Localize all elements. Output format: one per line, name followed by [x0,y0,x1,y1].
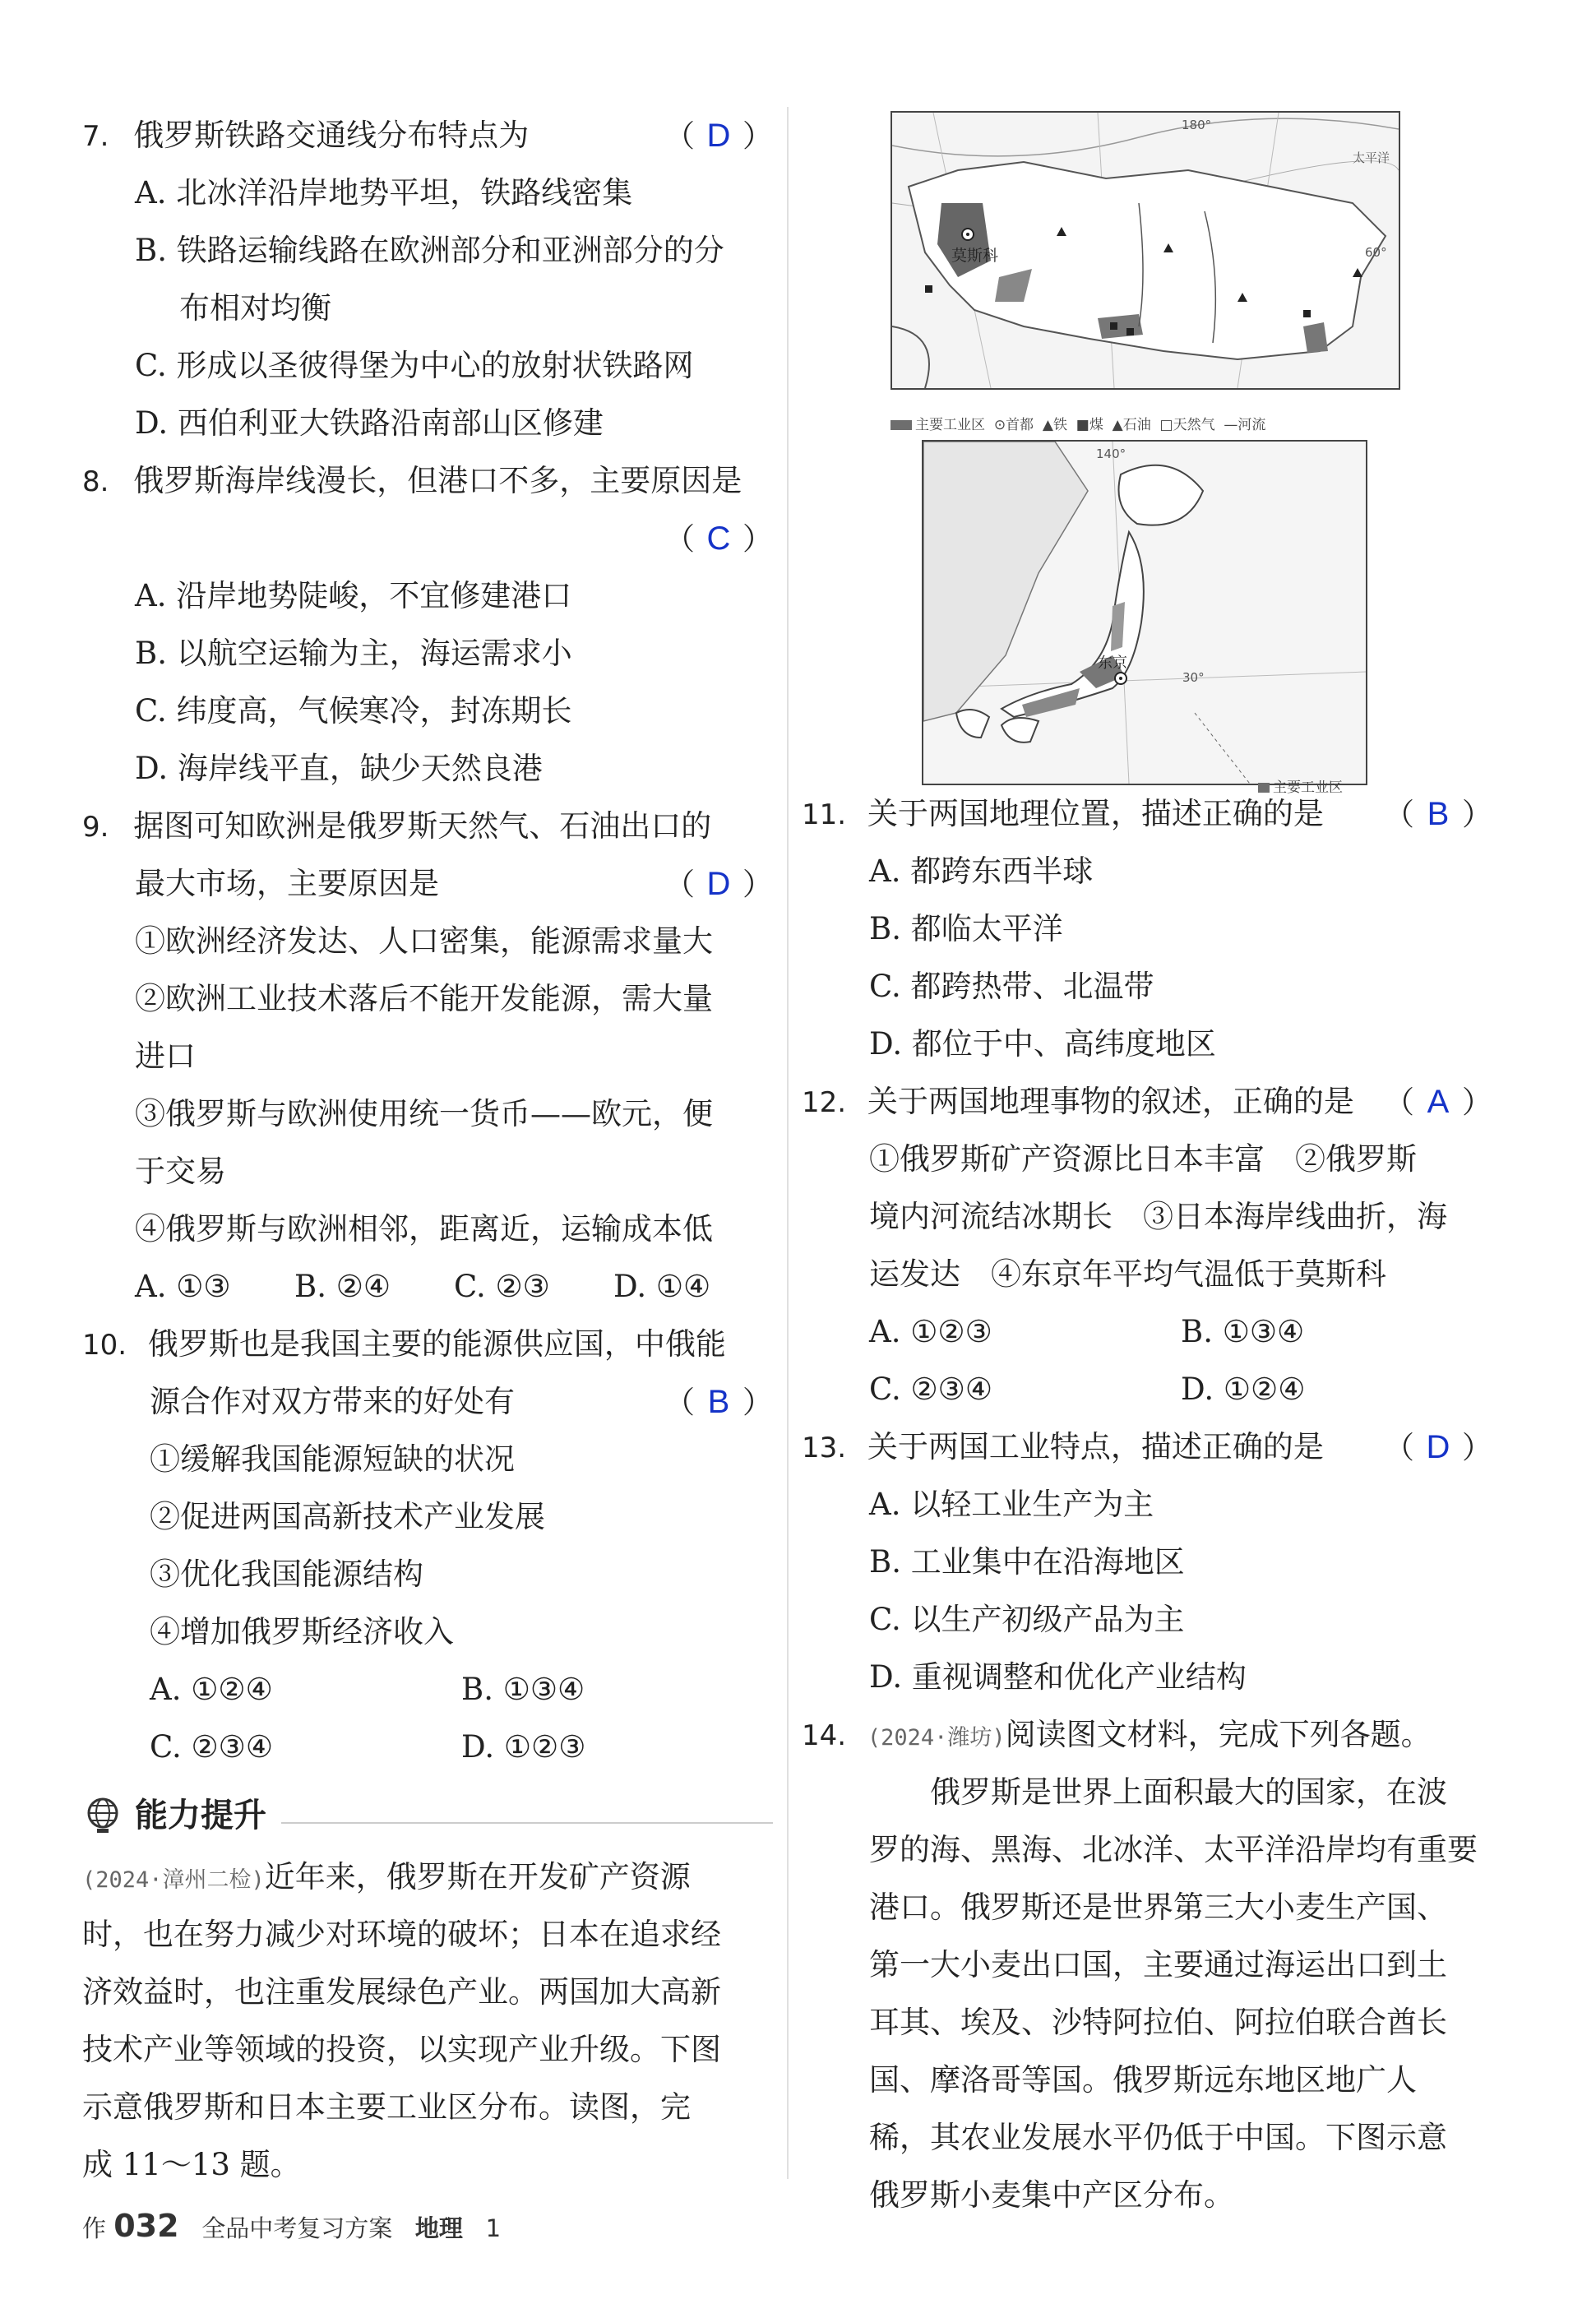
footer-prefix: 作 [82,2214,107,2242]
statement: ④增加俄罗斯经济收入 [150,1614,454,1649]
choice: D. ①④ [613,1269,711,1304]
question-10-stem-cont: 源合作对双方带来的好处有 （ B ） [82,1373,773,1431]
passage-line: 罗的海、黑海、北冰洋、太平洋沿岸均有重要 [869,1832,1478,1867]
subject: 地理 [414,2214,463,2242]
russia-map-graphic [892,113,1399,388]
statement: ①俄罗斯矿产资源比日本丰富 ②俄罗斯 [869,1141,1417,1177]
statement: ②欧洲工业技术落后不能开发能源，需大量 [135,981,713,1016]
answer-paren: （ A ） [1384,1073,1492,1131]
question-14-stem: 14. (2024·潍坊)阅读图文材料，完成下列各题。 [802,1717,1432,1752]
choice: C. ②③④ [869,1372,993,1407]
iron-icon: ▲ [1042,417,1053,433]
question-13-stem: 13. 关于两国工业特点，描述正确的是 （ D ） [802,1418,1492,1476]
choices-row [802,1361,1492,1418]
option: B. 铁路运输线路在欧洲部分和亚洲部分的分 [135,233,724,268]
passage-line: 俄罗斯是世界上面积最大的国家，在波 [869,1774,1447,1810]
globe-icon [82,1795,123,1836]
option: B. 以航空运输为主，海运需求小 [135,636,572,671]
statement-cont: 于交易 [135,1154,226,1189]
answer-10: B [707,1384,730,1420]
passage-line: 示意俄罗斯和日本主要工业区分布。读图，完 [82,2089,691,2125]
statement-cont: 进口 [135,1039,196,1074]
section-rule [281,1822,773,1824]
passage-line: 稀，其农业发展水平仍低于中国。下图示意 [869,2120,1447,2155]
japan-industry-map [922,440,1367,785]
choices-row [82,1258,773,1316]
japan-map-graphic [923,442,1366,784]
passage-line: 俄罗斯小麦集中产区分布。 [869,2177,1234,2213]
answer-row [82,510,773,567]
passage-line: 国、摩洛哥等国。俄罗斯远东地区地广人 [869,2062,1417,2098]
statement: 境内河流结冰期长 ③日本海岸线曲折，海 [869,1199,1447,1234]
choice: D. ①②③ [461,1729,586,1765]
answer-13: D [1426,1429,1450,1465]
section-title: 能力提升 [135,1797,266,1834]
question-7-stem: 7. 俄罗斯铁路交通线分布特点为 （ D ） [82,107,773,164]
source-tag: (2024·潍坊) [867,1725,1006,1751]
question-8-stem: 8. 俄罗斯海岸线漫长，但港口不多，主要原因是 [82,463,742,498]
option: A. 沿岸地势陡峻，不宜修建港口 [135,578,572,613]
choice: A. ①②④ [150,1672,273,1707]
footer-suffix: 1 [485,2214,502,2242]
right-column [802,785,1492,2224]
answer-7: D [706,118,731,154]
statement: ①欧洲经济发达、人口密集，能源需求量大 [135,923,713,959]
question-9-stem-cont: 最大市场，主要原因是 （ D ） [82,855,773,913]
choices-row [802,1303,1492,1361]
answer-9: D [706,866,731,902]
longitude-label: 140° [1096,446,1126,461]
statement: ③俄罗斯与欧洲使用统一货币——欧元，便 [135,1096,713,1131]
passage-line: 济效益时，也注重发展绿色产业。两国加大高新 [82,1974,721,2010]
answer-paren: （ B ） [1384,785,1492,844]
statement: ①缓解我国能源短缺的状况 [150,1441,515,1477]
option: D. 海岸线平直，缺少天然良港 [135,751,543,786]
ocean-label: 太平洋 [1353,150,1390,165]
option: B. 都临太平洋 [869,911,1063,946]
question-11-stem: 11. 关于两国地理位置，描述正确的是 （ B ） [802,785,1492,843]
gas-icon: □ [1159,417,1173,433]
choice: A. ①②③ [869,1314,992,1349]
question-9-stem: 9. 据图可知欧洲是俄罗斯天然气、石油出口的 [82,808,712,844]
question-10-stem: 10. 俄罗斯也是我国主要的能源供应国，中俄能 [82,1326,726,1362]
book-title: 全品中考复习方案 [201,2214,393,2242]
option: D. 重视调整和优化产业结构 [869,1659,1247,1695]
latitude-label: 60° [1365,245,1387,260]
answer-11: B [1427,796,1450,832]
passage-line: 技术产业等领域的投资，以实现产业升级。下图 [82,2032,721,2067]
choice: B. ①③④ [461,1672,585,1707]
left-column [82,107,773,2194]
japan-map-legend: 主要工业区 [1258,759,1343,816]
passage-line: 港口。俄罗斯还是世界第三大小麦生产国、 [869,1890,1447,1925]
answer-paren: （ B ） [664,1373,773,1432]
industry-swatch [891,420,912,430]
passage-line: (2024·漳州二检)近年来，俄罗斯在开发矿产资源 [82,1859,691,1894]
passage-line: 第一大小麦出口国，主要通过海运出口到土 [869,1947,1447,1982]
coal-icon: ■ [1076,417,1089,433]
russia-map-legend: 主要工业区 ⊙首都 ▲铁 ■煤 ▲石油 □天然气 —河流 [891,396,1417,423]
option: C. 纬度高，气候寒冷，封冻期长 [135,693,572,729]
section-header [82,1783,773,1848]
statement: ④俄罗斯与欧洲相邻，距离近，运输成本低 [135,1211,713,1247]
river-icon: — [1224,417,1238,433]
answer-paren: （ D ） [664,107,773,165]
option: D. 都位于中、高纬度地区 [869,1026,1216,1062]
oil-icon: ▲ [1112,417,1123,433]
answer-8: C [706,520,731,557]
option: A. 北冰洋沿岸地势平坦，铁路线密集 [135,175,633,210]
answer-paren: （ D ） [1384,1418,1492,1477]
question-12-stem: 12. 关于两国地理事物的叙述，正确的是 （ A ） [802,1073,1492,1131]
choices-row [82,1719,773,1776]
passage-line: 成 11～13 题。 [82,2147,301,2182]
page-footer [82,2197,501,2257]
option: C. 以生产初级产品为主 [869,1602,1185,1637]
option: A. 都跨东西半球 [869,853,1094,889]
choice: D. ①②④ [1181,1372,1306,1407]
tokyo-label: 东京 [1098,655,1127,672]
passage-line: 时，也在努力减少对环境的破坏；日本在追求经 [82,1917,721,1952]
option: A. 以轻工业生产为主 [869,1487,1154,1522]
option: C. 形成以圣彼得堡为中心的放射状铁路网 [135,348,694,383]
meridian-label: 180° [1182,118,1212,132]
option: D. 西伯利亚大铁路沿南部山区修建 [135,405,604,441]
column-divider [787,107,789,2179]
option-continued: 布相对均衡 [179,290,331,326]
answer-paren: （ C ） [664,510,773,568]
statement: ②促进两国高新技术产业发展 [150,1499,545,1534]
choice: C. ②③④ [150,1729,274,1765]
capital-label: 莫斯科 [951,247,999,265]
choice: C. ②③ [454,1269,550,1304]
choice: A. ①③ [135,1269,231,1304]
answer-paren: （ D ） [664,855,773,914]
choices-row [82,1661,773,1719]
option: B. 工业集中在沿海地区 [869,1544,1185,1580]
statement: 运发达 ④东京年平均气温低于莫斯科 [869,1256,1386,1292]
statement: ③优化我国能源结构 [150,1557,423,1592]
page-number: 032 [113,2208,179,2244]
choice: B. ②④ [294,1269,391,1304]
option: C. 都跨热带、北温带 [869,969,1154,1004]
source-tag: (2024·漳州二检) [82,1867,265,1893]
answer-12: A [1427,1084,1450,1120]
passage-line: 耳其、埃及、沙特阿拉伯、阿拉伯联合酋长 [869,2005,1447,2040]
russia-industry-map [891,111,1400,390]
choice: B. ①③④ [1181,1314,1305,1349]
latitude-label-japan: 30° [1182,670,1205,685]
capital-icon: ⊙ [993,417,1006,433]
